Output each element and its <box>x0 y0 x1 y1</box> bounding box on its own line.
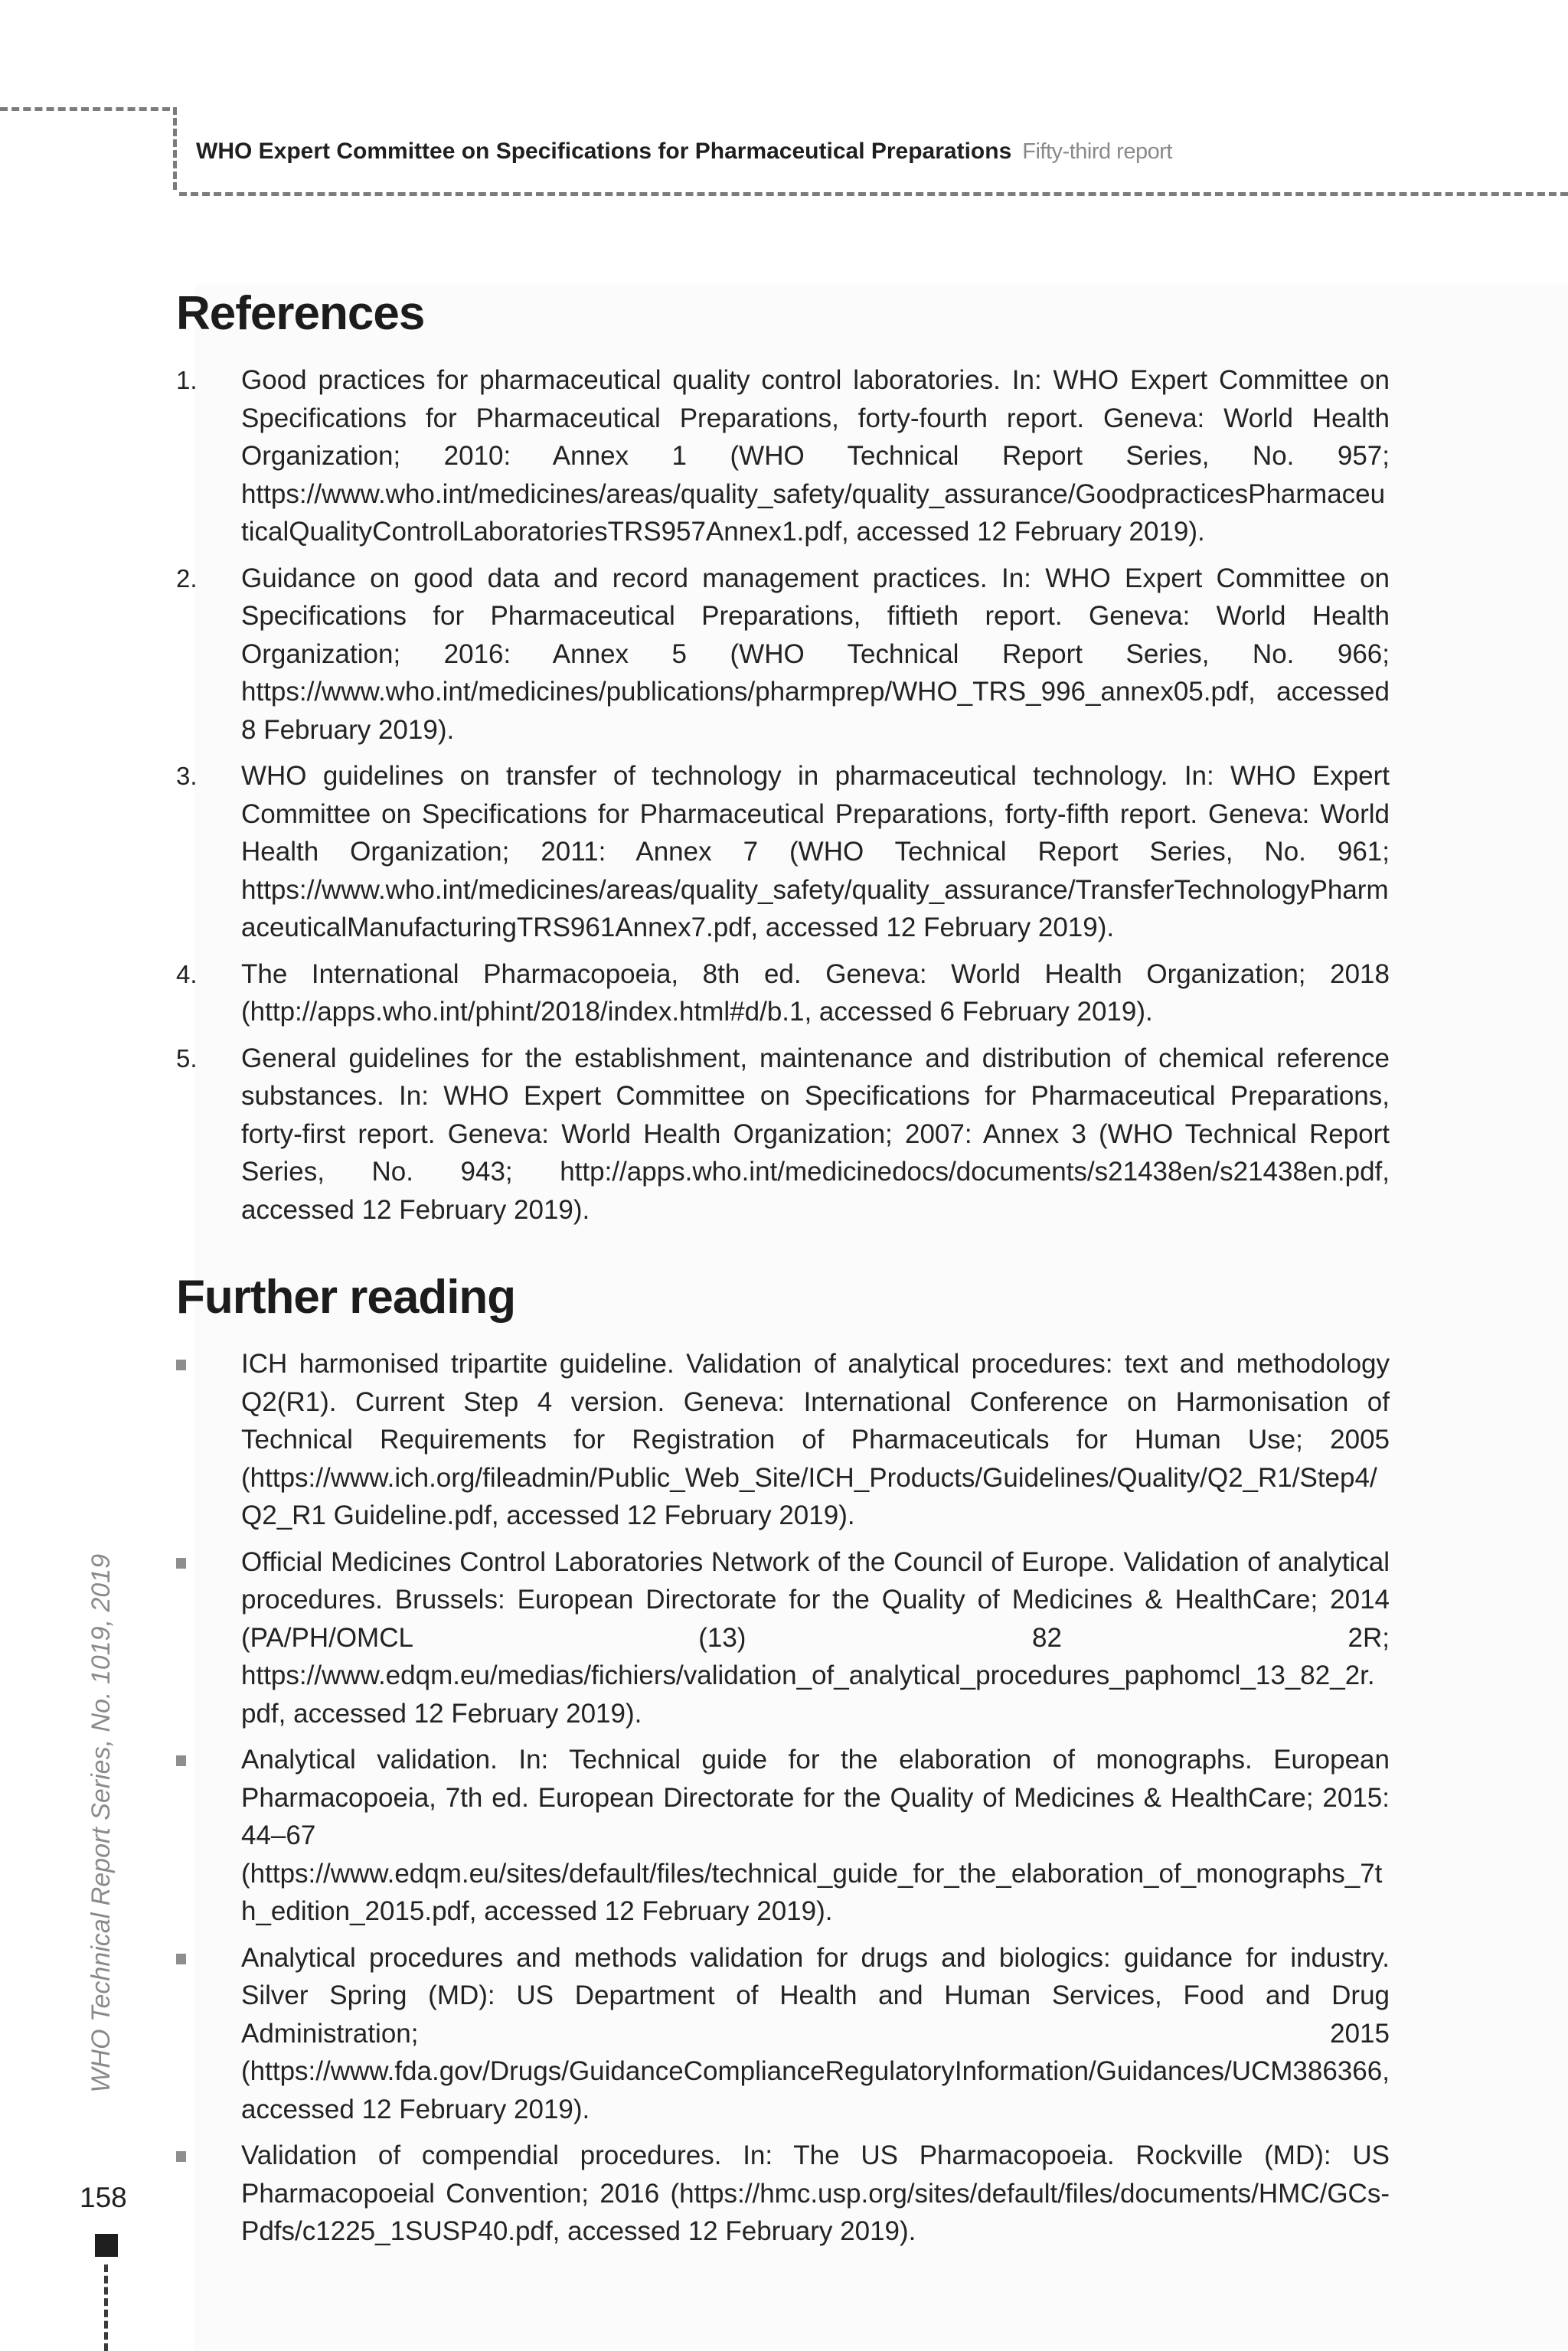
further-reading-text: ICH harmonised tripartite guideline. Validation of analytical procedures: text and methodology Q2(R1). Current Step 4 version. Geneva: International Conference on Harmonisation of Technical Requirements for Registration of Pharmaceuticals for Human Use; 2005 (https://www.ich.org/fileadmin/Public_Web_Site/ICH_Products/Guidelines/Quality/Q2_R1/Step4/Q2_R1 Guideline.pdf, accessed 12 February 2019). <box>241 1349 1390 1530</box>
running-header-title: WHO Expert Committee on Specifications for Pharmaceutical Preparations <box>196 139 1012 164</box>
reference-text: General guidelines for the establishment, maintenance and distribution of chemical reference substances. In: WHO Expert Committee on Specifications for Pharmaceutical Preparations, forty-first report. Geneva: World Health Organization; 2007: Annex 3 (WHO Technical Report Series, No. 943; http://apps.who.int/medicinedocs/documents/s21438en/s21438en.pdf, accessed 12 February 2019). <box>241 1043 1390 1225</box>
square-bullet-icon <box>176 1360 186 1370</box>
further-reading-item <box>176 1939 1390 2129</box>
references-list <box>176 361 1390 1229</box>
square-bullet-icon <box>176 2151 186 2162</box>
square-bullet-icon <box>176 1558 186 1569</box>
reference-number: 4. <box>176 959 198 988</box>
series-side-label: WHO Technical Report Series, No. 1019, 2019 <box>87 1554 116 2093</box>
square-bullet-icon <box>176 1755 186 1766</box>
footer-divider <box>104 2264 108 2351</box>
reference-item <box>176 1040 1390 1229</box>
reference-number: 5. <box>176 1043 198 1073</box>
reference-item <box>176 955 1390 1031</box>
references-heading: References <box>176 287 425 340</box>
further-reading-item <box>176 1543 1390 1733</box>
page-marker-square <box>95 2234 118 2257</box>
header-divider-top <box>0 107 170 111</box>
further-reading-heading: Further reading <box>176 1271 516 1324</box>
reference-text: WHO guidelines on transfer of technology in pharmaceutical technology. In: WHO Expert Committee on Specifications for Pharmaceutical Preparations, forty-fifth report. Geneva: World Health Organization; 2011: Annex 7 (WHO Technical Report Series, No. 961; https://www.who.int/medicines/areas/quality_safety/quality_assurance/TransferTechnologyPharmaceuticalManufacturingTRS961Annex7.pdf, accessed 12 February 2019). <box>241 761 1390 942</box>
further-reading-item <box>176 1741 1390 1931</box>
further-reading-item <box>176 2137 1390 2251</box>
further-reading-list <box>176 1345 1390 2251</box>
page-content <box>176 283 1390 2259</box>
further-reading-text: Analytical procedures and methods validation for drugs and biologics: guidance for industry. Silver Spring (MD): US Department of Health and Human Services, Food and Drug Administration; 2015 (https://www.fda.gov/Drugs/GuidanceComplianceRegulatoryInformation/Guidances/UCM386366, accessed 12 February 2019). <box>241 1942 1390 2124</box>
running-header-subtitle: Fifty-third report <box>1022 139 1172 164</box>
further-reading-text: Official Medicines Control Laboratories Network of the Council of Europe. Validation of analytical procedures. Brussels: European Directorate for the Quality of Medicines & HealthCare; 2014 (PA/PH/OMCL (13) 82 2R; https://www.edqm.eu/medias/fichiers/validation_of_analytical_procedures_paphomcl_13_82_2r.pdf, accessed 12 February 2019). <box>241 1546 1390 1729</box>
reference-item <box>176 361 1390 551</box>
further-reading-item <box>176 1345 1390 1535</box>
header-divider-vertical <box>173 107 177 190</box>
further-reading-text: Validation of compendial procedures. In: The US Pharmacopoeia. Rockville (MD): US Pharmacopoeial Convention; 2016 (https://hmc.usp.org/sites/default/files/documents/HMC/GCs-Pdfs/c1225_1SUSP40.pdf, accessed 12 February 2019). <box>241 2140 1390 2246</box>
reference-number: 3. <box>176 762 198 790</box>
reference-number: 1. <box>176 366 198 394</box>
reference-text: Guidance on good data and record management practices. In: WHO Expert Committee on Specifications for Pharmaceutical Preparations, fiftieth report. Geneva: World Health Organization; 2016: Annex 5 (WHO Technical Report Series, No. 966; https://www.who.int/medicines/publications/pharmprep/WHO_TRS_996_annex05.pdf, accessed 8 February 2019). <box>241 563 1390 745</box>
reference-number: 2. <box>176 563 198 593</box>
page-number: 158 <box>80 2182 127 2213</box>
reference-item <box>176 757 1390 947</box>
square-bullet-icon <box>176 1954 186 1964</box>
header-divider-bottom <box>179 192 1568 196</box>
running-header <box>196 135 1172 172</box>
reference-text: Good practices for pharmaceutical quality control laboratories. In: WHO Expert Committee on Specifications for Pharmaceutical Preparations, forty-fourth report. Geneva: World Health Organization; 2010: Annex 1 (WHO Technical Report Series, No. 957; https://www.who.int/medicines/areas/quality_safety/quality_assurance/GoodpracticesPharmaceuticalQualityControlLaboratoriesTRS957Annex1.pdf, accessed 12 February 2019). <box>241 365 1390 547</box>
reference-item <box>176 560 1390 749</box>
reference-text: The International Pharmacopoeia, 8th ed. Geneva: World Health Organization; 2018 (http://apps.who.int/phint/2018/index.html#d/b.1, accessed 6 February 2019). <box>241 958 1390 1027</box>
further-reading-text: Analytical validation. In: Technical guide for the elaboration of monographs. European Pharmacopoeia, 7th ed. European Directorate for the Quality of Medicines & HealthCare; 2015: 44–67 (https://www.edqm.eu/sites/default/files/technical_guide_for_the_elaboration_of_monographs_7th_edition_2015.pdf, accessed 12 February 2019). <box>241 1745 1390 1926</box>
